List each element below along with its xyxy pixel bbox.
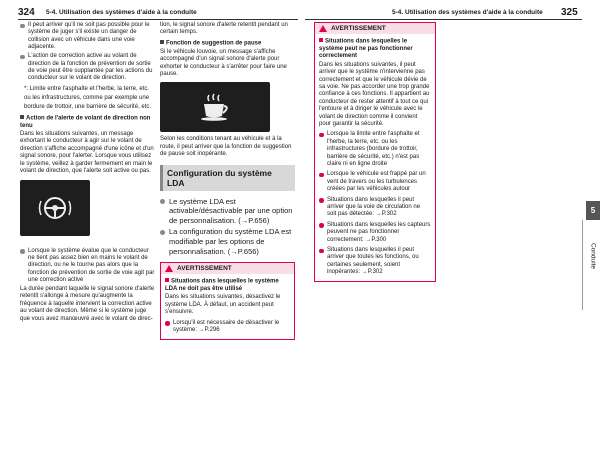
right-page-title: 5-4. Utilisation des systèmes d'aide à la conduite bbox=[392, 9, 543, 16]
warning-triangle-icon bbox=[319, 25, 327, 32]
bullet-icon bbox=[160, 230, 165, 235]
section-heading: Fonction de suggestion de pause bbox=[160, 40, 295, 48]
bullet-icon bbox=[319, 223, 324, 228]
warning-triangle-icon bbox=[165, 265, 173, 272]
warning-header: AVERTISSEMENT bbox=[161, 263, 294, 274]
list-item: L'action de correction active au volant de direction de la fonction de prévention de sortie de voie peut être supplantée par les actions du conducteur sur le volant de direction. bbox=[20, 53, 155, 83]
list-item: Situations dans lesquelles il peut arriver que toutes les fonctions, ou certaines seulement, soient inopérantes: →P.302 bbox=[319, 247, 431, 277]
paragraph: tion, le signal sonore d'alerte retentit pendant un certain temps. bbox=[160, 22, 288, 36]
bullet-icon bbox=[20, 249, 25, 254]
list-item: La configuration du système LDA est modifiable par les options de personnalisation. (→P.656) bbox=[160, 227, 295, 256]
bullet-icon bbox=[319, 173, 324, 178]
square-bullet-icon bbox=[20, 115, 24, 119]
square-bullet-icon bbox=[319, 38, 323, 42]
left-page-title: 5-4. Utilisation des systèmes d'aide à la conduite bbox=[46, 9, 197, 16]
list-item: Lorsque le système évalue que le conducteur ne tient pas assez bien en mains le volant de direction, ou ne le tourne pas alors que la fonction de prévention de sortie de voie agit par une correction active bbox=[20, 248, 155, 285]
warning-heading: Situations dans lesquelles le système peut ne pas fonctionner correctement bbox=[319, 38, 413, 60]
header-rule-left bbox=[18, 19, 298, 20]
paragraph: Si le véhicule louvoie, un message s'affiche accompagné d'un signal sonore d'alerte pour exhorter le conducteur à s'arrêter pour faire une pause. bbox=[160, 48, 287, 77]
right-page-number: 325 bbox=[561, 7, 578, 18]
section-title-box: Configuration du système LDA bbox=[160, 165, 295, 191]
list-item: Lorsque la limite entre l'asphalte et l'herbe, la terre, etc. ou les infrastructures (bordure de trottoir, barrière de sécurité, etc.) n'est pas claire ni en ligne droite bbox=[319, 131, 431, 168]
bullet-icon bbox=[165, 321, 170, 326]
paragraph: La durée pendant laquelle le signal sonore d'alerte retentit s'allonge à mesure qu'augmente la fréquence à laquelle intervient la correction active au volant de direction. Même si le système juge que vous avez manœuvré avec le volant de direc- bbox=[20, 286, 155, 322]
coffee-cup-icon bbox=[160, 82, 270, 132]
footnote: *: Limite entre l'asphalte et l'herbe, la terre, etc. ou les infrastructures, comme par exemple une bordure de trottoir, une barrière de sécurité, etc. bbox=[24, 85, 152, 110]
column-1 bbox=[20, 22, 155, 326]
bullet-icon bbox=[319, 249, 324, 254]
list-item: Situations dans lesquelles les capteurs peuvent ne pas fonctionner correctement: →P.300 bbox=[319, 222, 431, 244]
bullet-icon bbox=[160, 199, 165, 204]
column-3 bbox=[314, 22, 436, 282]
warning-box bbox=[314, 22, 436, 282]
chapter-tab[interactable]: 5 bbox=[586, 201, 600, 220]
square-bullet-icon bbox=[165, 278, 169, 282]
paragraph: Dans les situations suivantes, désactivez le système LDA. À défaut, un accident peut s'ensuivre. bbox=[165, 294, 281, 316]
square-bullet-icon bbox=[160, 40, 164, 44]
bullet-icon bbox=[319, 198, 324, 203]
bullet-icon bbox=[20, 24, 25, 29]
bullet-icon bbox=[319, 133, 324, 138]
warning-heading: Situations dans lesquelles le système LDA ne doit pas être utilisé bbox=[165, 278, 279, 293]
steering-wheel-alert-icon bbox=[20, 180, 90, 236]
list-item: Lorsque le véhicule est frappé par un vent de travers ou les turbulences créées par les véhicules autour bbox=[319, 171, 431, 193]
list-item: Situations dans lesquelles il peut arriver que la voie de circulation ne soit pas détectée: →P.302 bbox=[319, 197, 431, 219]
section-heading: Action de l'alerte de volant de direction non tenu bbox=[20, 115, 151, 129]
list-item: Il peut arriver qu'il ne soit pas possible pour le système de juger s'il existe un danger de collision avec un véhicule dans une voie adjacente. bbox=[20, 22, 155, 52]
paragraph: Selon les conditions tenant au véhicule et à la route, il peut arriver que la fonction de suggestion de pause soit inopérante. bbox=[160, 136, 292, 158]
paragraph: Dans les situations suivantes, il peut arriver que le système n'intervienne pas correctement et que le véhicule dévie de sa voie. Ne pas accorder une trop grande confiance à ces fonctions. Il appartient au conducteur de rester attentif à tout ce qui l'entoure et à diriger le véhicule avec le volant de direction comme il convient pour garantir la sécurité. bbox=[319, 61, 430, 127]
list-item: Le système LDA est activable/désactivable par une option de personnalisation. (→P.656) bbox=[160, 197, 295, 226]
warning-header: AVERTISSEMENT bbox=[315, 23, 435, 34]
chapter-divider bbox=[582, 220, 583, 310]
chapter-label: Conduite bbox=[589, 242, 597, 270]
warning-box bbox=[160, 262, 295, 340]
left-page-number: 324 bbox=[18, 7, 35, 18]
header-rule-right bbox=[305, 19, 582, 20]
column-2 bbox=[160, 22, 295, 340]
paragraph: Dans les situations suivantes, un message exhortant le conducteur à agir sur le volant de direction s'affiche accompagné d'une icône et d'un signal sonore, pour l'alerter. Lorsque vous utilisez le système, veillez à garder fermement en main le volant de direction, que l'alerte soit active ou pas. bbox=[20, 131, 154, 175]
bullet-icon bbox=[20, 55, 25, 60]
list-item: Lorsqu'il est nécessaire de désactiver le système: →P.296 bbox=[165, 320, 290, 335]
